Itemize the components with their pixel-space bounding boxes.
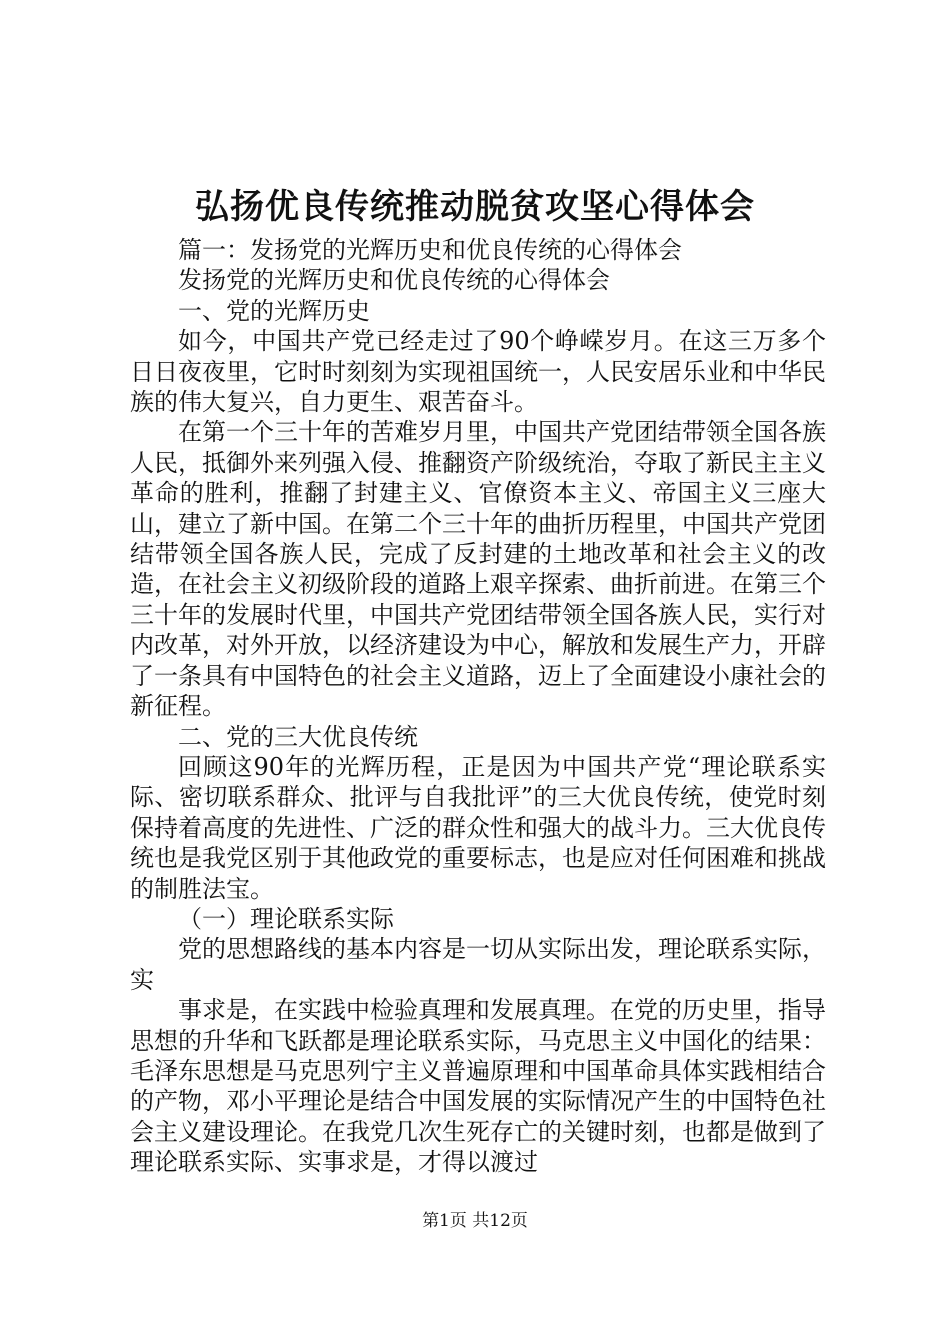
paragraph: 回顾这90年的光辉历程，正是因为中国共产党“理论联系实际、密切联系群众、批评与自我批评”的三大优良传统，使党时刻保持着高度的先进性、广泛的群众性和强大的战斗力。三大优良传统也是我党区别于其他政党的重要标志，也是应对任何困难和挑战的制胜法宝。 <box>130 752 826 903</box>
paragraph-subtitle: 发扬党的光辉历史和优良传统的心得体会 <box>178 266 610 295</box>
paragraph: 在第一个三十年的苦难岁月里，中国共产党团结带领全国各族人民，抵御外来列强入侵、推翻资产阶级统治，夺取了新民主主义革命的胜利，推翻了封建主义、官僚资本主义、帝国主义三座大山，建立了新中国。在第二个三十年的曲折历程里，中国共产党团结带领全国各族人民，完成了反封建的土地改革和社会主义的改造，在社会主义初级阶段的道路上艰辛探索、曲折前进。在第三个三十年的发展时代里，中国共产党团结带领全国各族人民，实行对内改革，对外开放，以经济建设为中心，解放和发展生产力，开辟了一条具有中国特色的社会主义道路，迈上了全面建设小康社会的新征程。 <box>130 418 826 721</box>
paragraph: 事求是，在实践中检验真理和发展真理。在党的历史里，指导思想的升华和飞跃都是理论联系实际，马克思主义中国化的结果：毛泽东思想是马克思列宁主义普遍原理和中国革命具体实践相结合的产物，邓小平理论是结合中国发展的实际情况产生的中国特色社会主义建设理论。在我党几次生死存亡的关键时刻，也都是做到了理论联系实际、实事求是，才得以渡过 <box>130 996 826 1177</box>
paragraph: 党的思想路线的基本内容是一切从实际出发，理论联系实际，实 <box>130 935 826 994</box>
page-footer: 第1页 共12页 <box>422 1211 528 1231</box>
document-title: 弘扬优良传统推动脱贫攻坚心得体会 <box>195 187 755 227</box>
paragraph-heading-traditions: 二、党的三大优良传统 <box>178 722 418 751</box>
document-body <box>130 235 826 1178</box>
paragraph: 如今，中国共产党已经走过了90个峥嵘岁月。在这三万多个日日夜夜里，它时时刻刻为实现祖国统一，人民安居乐业和中华民族的伟大复兴，自力更生、艰苦奋斗。 <box>130 327 826 417</box>
paragraph-heading-history: 一、党的光辉历史 <box>178 296 370 325</box>
paragraph-heading-theory: （一）理论联系实际 <box>178 904 394 933</box>
paragraph-section-heading: 篇一：发扬党的光辉历史和优良传统的心得体会 <box>178 236 682 264</box>
